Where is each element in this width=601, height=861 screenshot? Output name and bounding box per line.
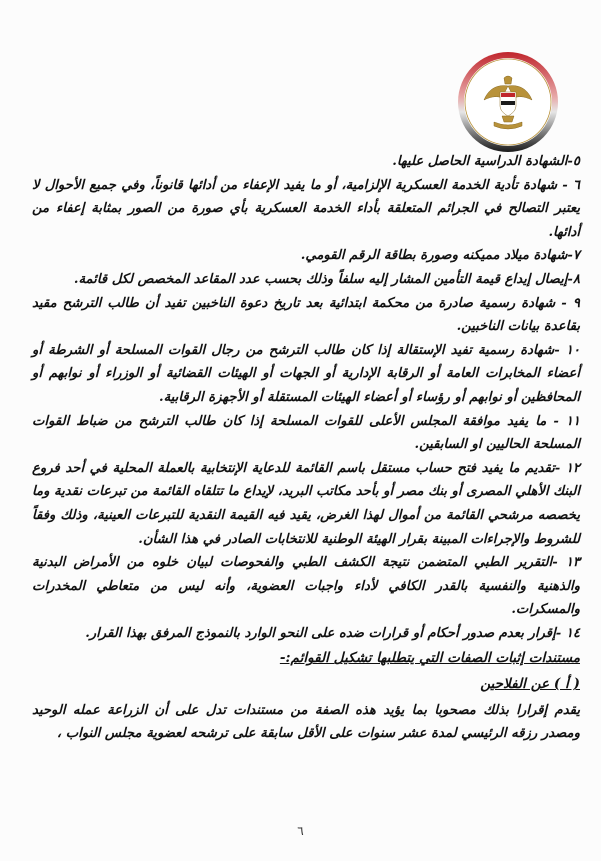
- list-item: ٦ - شهادة تأدية الخدمة العسكرية الإلزامية، أو ما يفيد الإعفاء من أدائها قانوناً، وفي جميع الأحوال لا يعتبر التصالح في الجرائم المتعلقة بأداء الخدمة العسكرية بأي صورة من الصور بمثابة إعفاء من أدائها.: [32, 177, 580, 240]
- list-item: ١٢ -تقديم ما يفيد فتح حساب مستقل باسم القائمة للدعاية الإنتخابية بالعملة المحلية في أحد فروع البنك الأهلي المصرى أو بنك مصر أو بأحد مكاتب البريد، لإيداع ما تتلقاه القائمة من تبرعات نقدية وما يخصصه مرشحي القائمة من أموال لهذا الغرض، يقيد فيه القيمة النقدية للتبرعات العينية، وذلك وفقاً للشروط والإجراءات المبينة بقرار الهيئة الوطنية للانتخابات الصادر في هذا الشأن.: [32, 460, 580, 547]
- section-title: مستندات إثبات الصفات التي يتطلبها تشكيل القوائم:-: [279, 650, 580, 667]
- list-item: ١١ - ما يفيد موافقة المجلس الأعلى للقوات المسلحة إذا كان طالب الترشح من ضباط القوات المسلحة الحاليين او السابقين.: [32, 413, 580, 453]
- eagle-of-saladin-icon: [456, 50, 560, 154]
- list-item: ١٤ -إقرار بعدم صدور أحكام أو قرارات ضده على النحو الوارد بالنموذج المرفق بهذا القرار.: [85, 625, 580, 641]
- seal: [456, 50, 560, 154]
- list-item: ١٣ -التقرير الطبي المتضمن نتيجة الكشف الطبي والفحوصات لبيان خلوه من الأمراض البدنية والذهنية والنفسية بالقدر الكافي لأداء واجبات العضوية، وأنه ليس من متعاطي المخدرات والمسكرات.: [32, 555, 580, 618]
- document-body: [32, 150, 580, 746]
- list-item: ٥-الشهادة الدراسية الحاصل عليها.: [392, 154, 580, 169]
- list-item: ١٠ -شهادة رسمية تفيد الإستقالة إذا كان طالب الترشح من رجال القوات المسلحة أو الشرطة أو أعضاء المخابرات العامة أو الرقابة الإدارية أو الجهات أو الهيئات القضائية أو الوزراء أو نوابهم أو المحافظين أو نوابهم أو رؤساء أو أعضاء الهيئات المستقلة أو الأجهزة الرقابية.: [32, 342, 580, 405]
- list-item: ٩ - شهادة رسمية صادرة من محكمة ابتدائية بعد تاريخ دعوة الناخبين تفيد أن طالب الترشح مقيد بقاعدة بيانات الناخبين.: [32, 295, 580, 335]
- sub-title: ( أ ) عن الفلاحين: [480, 676, 580, 693]
- list-item: ٨-إيصال إيداع قيمة التأمين المشار إليه سلفاً وذلك بحسب عدد المقاعد المخصص لكل قائمة.: [73, 271, 580, 287]
- list-item: ٧-شهادة ميلاد مميكنه وصورة بطاقة الرقم القومي.: [300, 248, 580, 264]
- page-number: ٦: [297, 824, 304, 838]
- sub-paragraph: يقدم إقرارا بذلك مصحوبا بما يؤيد هذه الصفة من مستندات تدل على أن الزراعة عمله الوحيد ومصدر رزقه الرئيسي لمدة عشر سنوات على الأقل سابقة على ترشحه لعضوية مجلس النواب ،: [32, 702, 580, 742]
